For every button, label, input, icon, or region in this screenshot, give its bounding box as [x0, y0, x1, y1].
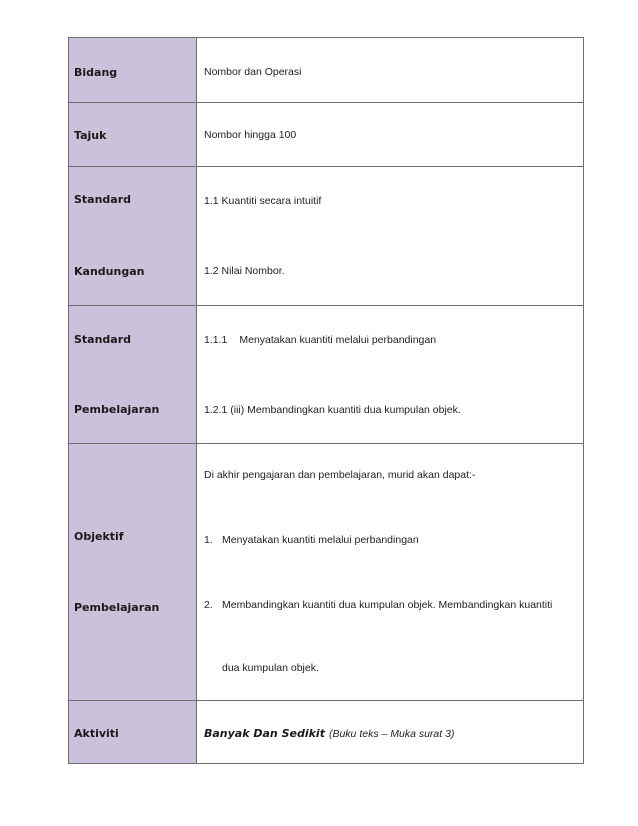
bidang-value: Nombor dan Operasi: [204, 66, 302, 78]
standard-pembelajaran-label-2: Pembelajaran: [74, 403, 160, 416]
standard-pembelajaran-value-1: [204, 334, 436, 346]
aktiviti-label: Aktiviti: [74, 727, 119, 740]
objektif-intro: Di akhir pengajaran dan pembelajaran, murid akan dapat:-: [204, 469, 476, 481]
aktiviti-note: (Buku teks – Muka surat 3): [328, 728, 455, 740]
row-divider: [69, 700, 583, 701]
row-divider: [69, 102, 583, 103]
row-divider: [69, 443, 583, 444]
standard-kandungan-value-1: 1.1 Kuantiti secara intuitif: [204, 195, 322, 207]
objektif-item-number: 1.: [204, 534, 213, 546]
row-divider: [69, 305, 583, 306]
standard-pembelajaran-number: 1.1.1: [204, 334, 228, 346]
objektif-continuation: dua kumpulan objek.: [222, 662, 319, 674]
objektif-label-1: Objektif: [74, 530, 124, 543]
aktiviti-title: Banyak Dan Sedikit: [204, 727, 325, 740]
standard-pembelajaran-label-1: Standard: [74, 333, 132, 346]
aktiviti-value: [204, 727, 454, 740]
objektif-item: [204, 534, 419, 546]
standard-kandungan-value-2: 1.2 Nilai Nombor.: [204, 265, 285, 277]
tajuk-label: Tajuk: [74, 129, 107, 142]
standard-pembelajaran-text: Menyatakan kuantiti melalui perbandingan: [239, 334, 437, 346]
objektif-item-text: Membandingkan kuantiti dua kumpulan objek. Membandingkan kuantiti: [222, 599, 553, 611]
standard-kandungan-label-1: Standard: [74, 193, 132, 206]
standard-kandungan-label-2: Kandungan: [74, 265, 145, 278]
objektif-label-2: Pembelajaran: [74, 601, 160, 614]
objektif-item-number: 2.: [204, 599, 213, 611]
lesson-plan-table: [68, 37, 584, 764]
label-column: [69, 38, 197, 763]
objektif-item: [204, 599, 552, 611]
standard-pembelajaran-value-2: 1.2.1 (iii) Membandingkan kuantiti dua kumpulan objek.: [204, 404, 461, 416]
tajuk-value: Nombor hingga 100: [204, 129, 297, 141]
row-divider: [69, 166, 583, 167]
bidang-label: Bidang: [74, 66, 118, 79]
objektif-item-text: Menyatakan kuantiti melalui perbandingan: [222, 534, 419, 546]
